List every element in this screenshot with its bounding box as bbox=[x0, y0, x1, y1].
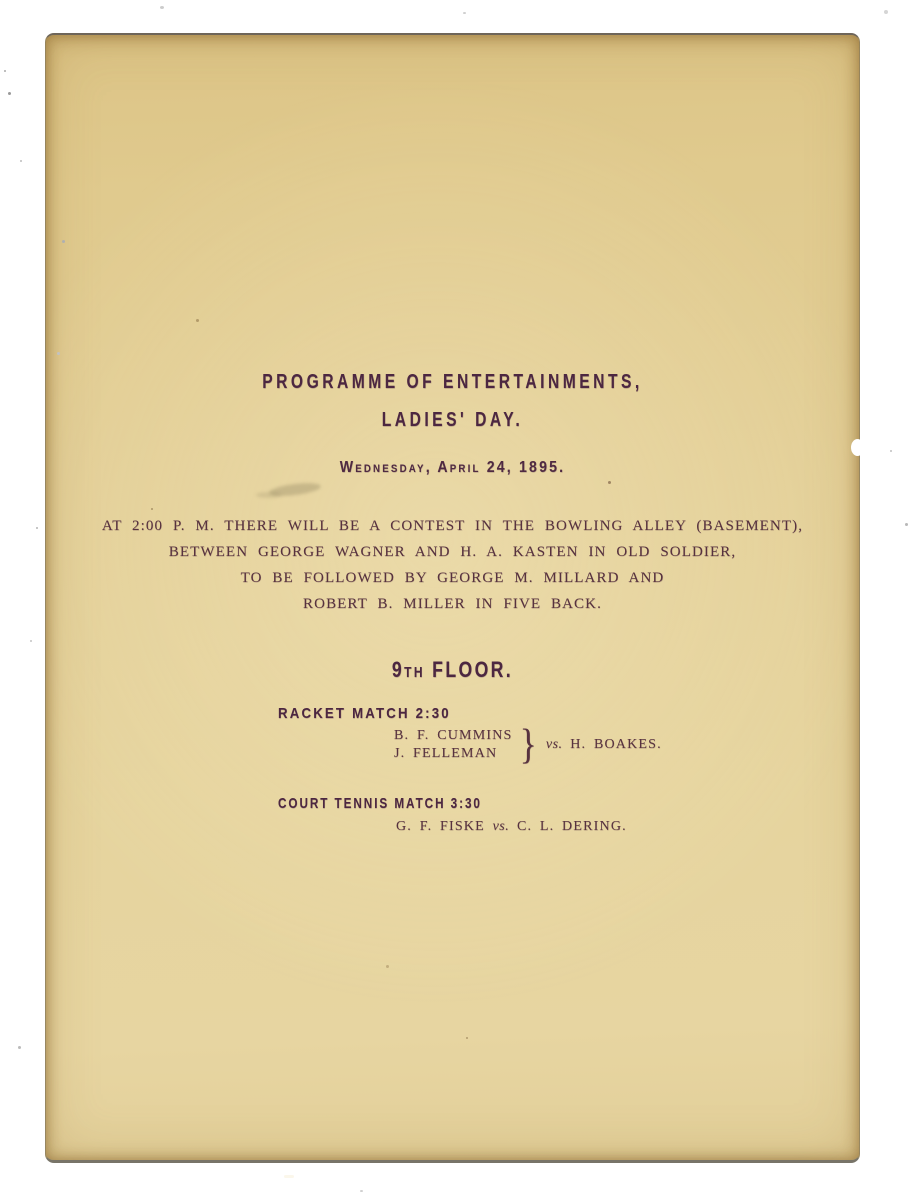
announcement-paragraph bbox=[46, 513, 859, 617]
racket-match-pairing bbox=[394, 722, 662, 768]
dust-speck bbox=[8, 92, 11, 95]
dust-speck bbox=[62, 240, 65, 243]
paper-speck bbox=[608, 481, 611, 484]
court-tennis-match-heading: COURT TENNIS MATCH 3:30 bbox=[278, 795, 482, 812]
programme-title-line1: PROGRAMME OF ENTERTAINMENTS, bbox=[262, 371, 643, 393]
brace-glyph: } bbox=[519, 722, 538, 768]
paper-speck bbox=[151, 508, 153, 510]
paper-speck bbox=[466, 1037, 468, 1039]
racket-match-detail bbox=[394, 722, 662, 768]
programme-card bbox=[45, 33, 860, 1163]
edge-chip bbox=[284, 1175, 294, 1178]
dust-speck bbox=[30, 640, 32, 642]
opponent-name: C. L. DERING. bbox=[516, 819, 627, 834]
dust-speck bbox=[905, 523, 908, 526]
opponent-name: H. BOAKES. bbox=[570, 737, 662, 752]
programme-date: Wednesday, April 24, 1895. bbox=[339, 459, 566, 476]
player-name: G. F. FISKE bbox=[396, 819, 485, 834]
floor-heading: 9th FLOOR. bbox=[391, 657, 514, 682]
player-name: B. F. CUMMINS bbox=[394, 728, 513, 743]
racket-match-heading: RACKET MATCH 2:30 bbox=[278, 705, 451, 722]
vs-label: vs. bbox=[545, 737, 563, 752]
dust-speck bbox=[4, 70, 6, 72]
paper-speck bbox=[196, 319, 199, 322]
announcement-line: TO BE FOLLOWED BY GEORGE M. MILLARD AND bbox=[240, 570, 665, 586]
edge-notch bbox=[851, 439, 864, 456]
dust-speck bbox=[20, 160, 22, 162]
court-tennis-match-detail bbox=[396, 819, 627, 835]
dust-speck bbox=[890, 450, 892, 452]
dust-speck bbox=[463, 12, 466, 14]
announcement-line: AT 2:00 P. M. THERE WILL BE A CONTEST IN THE BOWLING ALLEY (BASEMENT), bbox=[101, 518, 804, 534]
announcement-line: BETWEEN GEORGE WAGNER AND H. A. KASTEN IN OLD SOLDIER, bbox=[168, 544, 737, 560]
pencil-smudge bbox=[256, 492, 282, 498]
racket-match-opponent-line bbox=[546, 737, 662, 753]
dust-speck bbox=[57, 352, 60, 355]
programme-title-line2: LADIES' DAY. bbox=[381, 409, 524, 431]
dust-speck bbox=[36, 527, 38, 529]
racket-match-players bbox=[394, 728, 513, 762]
dust-speck bbox=[360, 1190, 363, 1192]
dust-speck bbox=[160, 6, 164, 9]
player-name: J. FELLEMAN bbox=[394, 746, 498, 761]
vs-label: vs. bbox=[492, 819, 510, 834]
dust-speck bbox=[884, 10, 888, 14]
paper-speck bbox=[386, 965, 389, 968]
announcement-line: ROBERT B. MILLER IN FIVE BACK. bbox=[303, 596, 602, 612]
dust-speck bbox=[18, 1046, 21, 1049]
